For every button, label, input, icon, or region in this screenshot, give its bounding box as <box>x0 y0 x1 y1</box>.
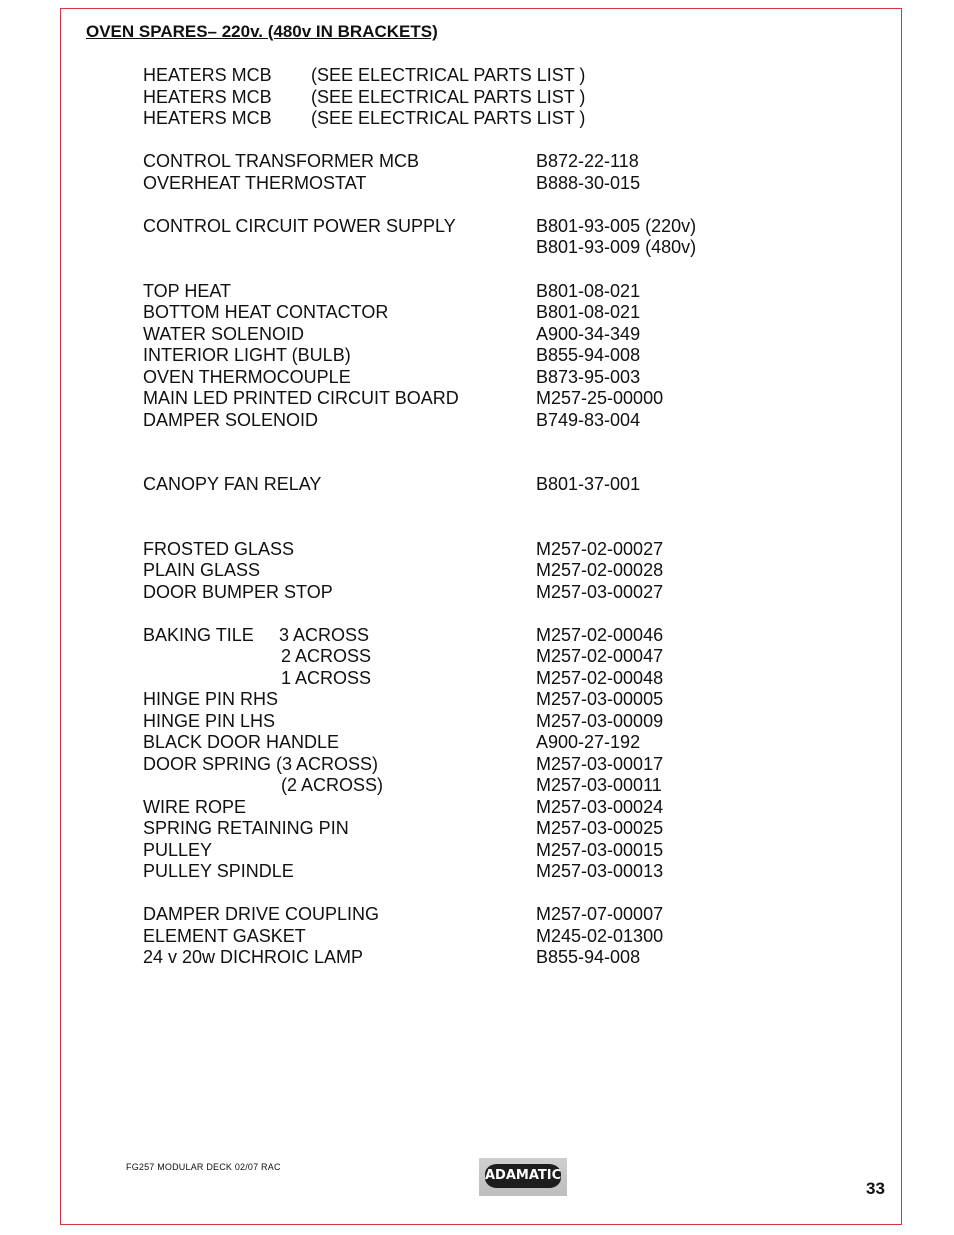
part-name: PULLEY SPINDLE <box>143 861 294 881</box>
part-number: B872-22-118 <box>536 151 639 171</box>
logo-text: ADAMATIC <box>485 1168 562 1183</box>
adamatic-logo <box>479 1158 567 1196</box>
part-number: B873-95-003 <box>536 367 641 387</box>
part-number: B801-08-021 <box>536 302 641 322</box>
part-name: OVERHEAT THERMOSTAT <box>143 173 367 193</box>
part-name: HEATERS MCB <box>143 108 272 128</box>
part-name: DOOR BUMPER STOP <box>143 582 333 602</box>
part-name: BAKING TILE <box>143 625 254 645</box>
part-name: WIRE ROPE <box>143 797 247 817</box>
part-name: 24 v 20w DICHROIC LAMP <box>143 947 364 967</box>
part-note: (SEE ELECTRICAL PARTS LIST ) <box>311 65 586 85</box>
part-variant: (2 ACROSS) <box>281 775 384 795</box>
part-name: CANOPY FAN RELAY <box>143 474 322 494</box>
part-name: BOTTOM HEAT CONTACTOR <box>143 302 389 322</box>
part-number: M257-02-00027 <box>536 539 664 559</box>
part-name: BLACK DOOR HANDLE <box>143 732 340 752</box>
part-name: HINGE PIN LHS <box>143 711 276 731</box>
part-number: M257-02-00048 <box>536 668 664 688</box>
part-name: CONTROL CIRCUIT POWER SUPPLY <box>143 216 456 236</box>
part-name: HEATERS MCB <box>143 65 272 85</box>
part-number: M245-02-01300 <box>536 926 664 946</box>
part-name: MAIN LED PRINTED CIRCUIT BOARD <box>143 388 459 408</box>
part-number: A900-34-349 <box>536 324 641 344</box>
part-name: TOP HEAT <box>143 281 232 301</box>
part-note: (SEE ELECTRICAL PARTS LIST ) <box>311 87 586 107</box>
part-number: M257-25-00000 <box>536 388 664 408</box>
part-number: B888-30-015 <box>536 173 641 193</box>
part-name: WATER SOLENOID <box>143 324 305 344</box>
part-variant: 2 ACROSS <box>281 646 372 666</box>
part-number: M257-03-00017 <box>536 754 664 774</box>
part-number: M257-03-00015 <box>536 840 664 860</box>
part-number: M257-07-00007 <box>536 904 664 924</box>
part-number: M257-03-00009 <box>536 711 664 731</box>
part-number: M257-02-00047 <box>536 646 664 666</box>
part-name: OVEN THERMOCOUPLE <box>143 367 351 387</box>
footer-reference: FG257 MODULAR DECK 02/07 RAC <box>126 1162 281 1172</box>
part-number: A900-27-192 <box>536 732 641 752</box>
part-name: CONTROL TRANSFORMER MCB <box>143 151 420 171</box>
part-variant: 3 ACROSS <box>279 625 370 645</box>
part-name: PULLEY <box>143 840 213 860</box>
part-number: B855-94-008 <box>536 947 641 967</box>
page-number: 33 <box>866 1179 885 1198</box>
part-note: (SEE ELECTRICAL PARTS LIST ) <box>311 108 586 128</box>
part-number: B749-83-004 <box>536 410 641 430</box>
part-name: PLAIN GLASS <box>143 560 261 580</box>
part-number: B801-08-021 <box>536 281 641 301</box>
part-number: B801-93-009 (480v) <box>536 237 697 257</box>
part-name: INTERIOR LIGHT (BULB) <box>143 345 351 365</box>
part-name: FROSTED GLASS <box>143 539 295 559</box>
part-number: M257-02-00028 <box>536 560 664 580</box>
part-number: M257-03-00024 <box>536 797 664 817</box>
part-number: M257-03-00027 <box>536 582 664 602</box>
part-name: ELEMENT GASKET <box>143 926 306 946</box>
part-number: M257-03-00025 <box>536 818 664 838</box>
part-variant: 1 ACROSS <box>281 668 372 688</box>
part-number: M257-03-00011 <box>536 775 662 795</box>
part-name: DAMPER DRIVE COUPLING <box>143 904 380 924</box>
part-number: M257-03-00005 <box>536 689 664 709</box>
part-name: HINGE PIN RHS <box>143 689 279 709</box>
part-number: M257-03-00013 <box>536 861 664 881</box>
part-name: SPRING RETAINING PIN <box>143 818 349 838</box>
logo-badge <box>485 1164 561 1188</box>
part-number: B801-37-001 <box>536 474 641 494</box>
part-number: M257-02-00046 <box>536 625 664 645</box>
page-title: OVEN SPARES– 220v. (480v IN BRACKETS) <box>86 22 438 41</box>
part-number: B855-94-008 <box>536 345 641 365</box>
part-name: DOOR SPRING (3 ACROSS) <box>143 754 379 774</box>
part-number: B801-93-005 (220v) <box>536 216 697 236</box>
part-name: DAMPER SOLENOID <box>143 410 319 430</box>
part-name: HEATERS MCB <box>143 87 272 107</box>
